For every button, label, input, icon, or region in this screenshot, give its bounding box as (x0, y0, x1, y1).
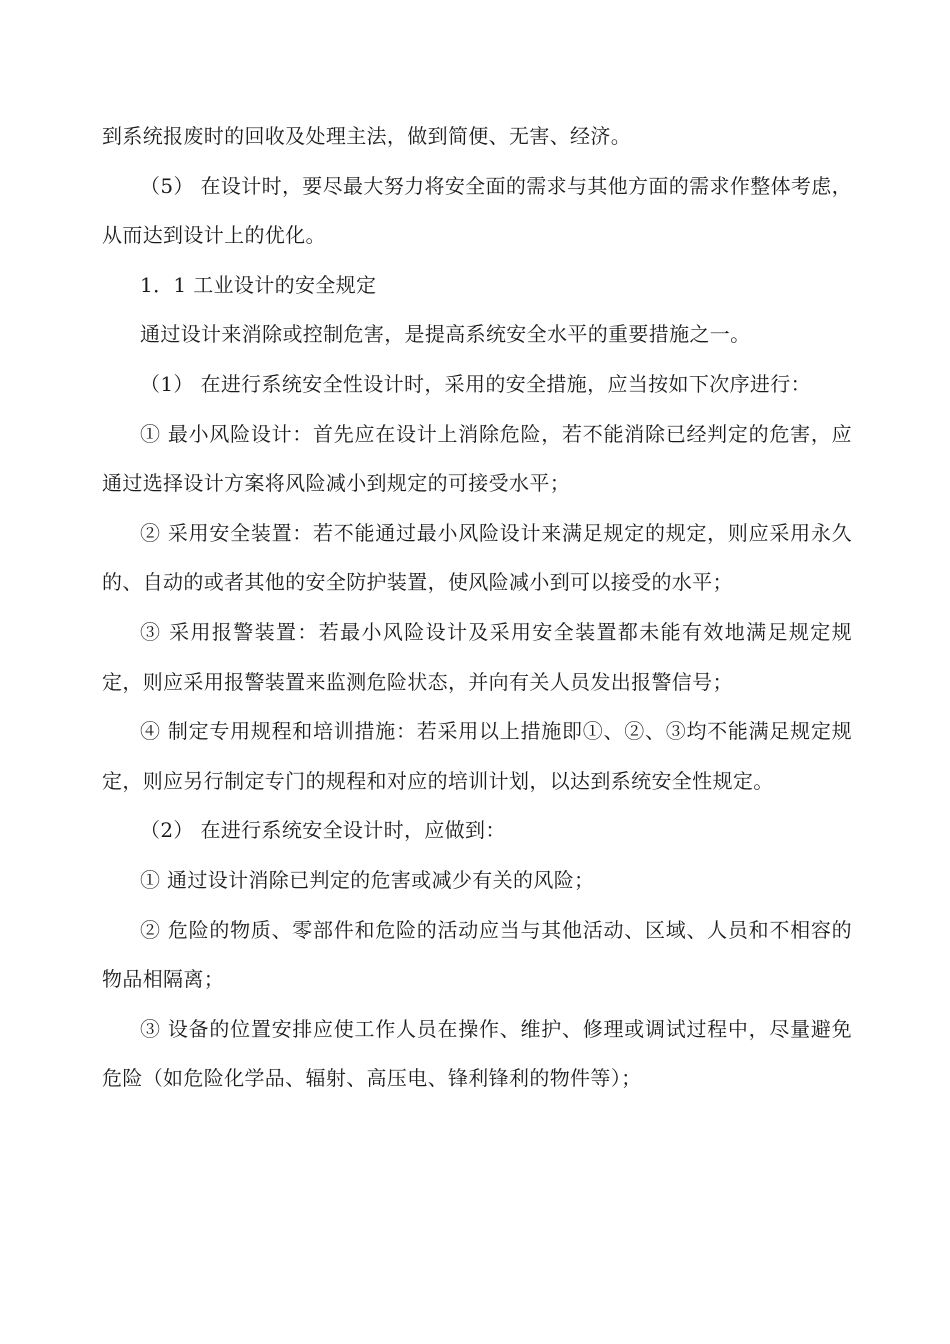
list-item-min-risk-design: ① 最小风险设计：首先应在设计上消除危险，若不能消除已经判定的危害，应通过选择设计方案将风险减小到规定的可接受水平； (102, 421, 852, 496)
list-item-isolation: ② 危险的物质、零部件和危险的活动应当与其他活动、区域、人员和不相容的物品相隔离； (102, 917, 852, 992)
paragraph-item-2: （2） 在进行系统安全设计时，应做到： (140, 818, 506, 843)
list-item-procedures-training: ④ 制定专用规程和培训措施：若采用以上措施即①、②、③均不能满足规定规定，则应另行制定专门的规程和对应的培训计划，以达到系统安全性规定。 (102, 719, 852, 793)
section-heading: 1．1 工业设计的安全规定 (140, 272, 377, 297)
list-item-alarm-device: ③ 采用报警装置：若最小风险设计及采用安全装置都未能有效地满足规定规定，则应采用报警装置来监测危险状态，并向有关人员发出报警信号； (102, 619, 852, 694)
document-body (102, 112, 852, 1104)
paragraph-item-1: （1） 在进行系统安全性设计时，采用的安全措施，应当按如下次序进行： (140, 371, 811, 396)
paragraph-item-5: （5） 在设计时，要尽最大努力将安全面的需求与其他方面的需求作整体考虑，从而达到设计上的优化。 (102, 173, 852, 248)
list-item-equipment-layout: ③ 设备的位置安排应使工作人员在操作、维护、修理或调试过程中，尽量避免危险（如危险化学品、辐射、高压电、锋利锋利的物件等）； (102, 1016, 852, 1091)
list-item-eliminate-hazard: ① 通过设计消除已判定的危害或减少有关的风险； (140, 867, 595, 892)
paragraph-intro: 通过设计来消除或控制危害，是提高系统安全水平的重要措施之一。 (140, 322, 751, 347)
paragraph-recycling-continuation: 到系统报废时的回收及处理主法，做到简便、无害、经济。 (102, 124, 632, 148)
list-item-safety-device: ② 采用安全装置：若不能通过最小风险设计来满足规定的规定，则应采用永久的、自动的或者其他的安全防护装置，使风险减小到可以接受的水平； (102, 520, 852, 595)
